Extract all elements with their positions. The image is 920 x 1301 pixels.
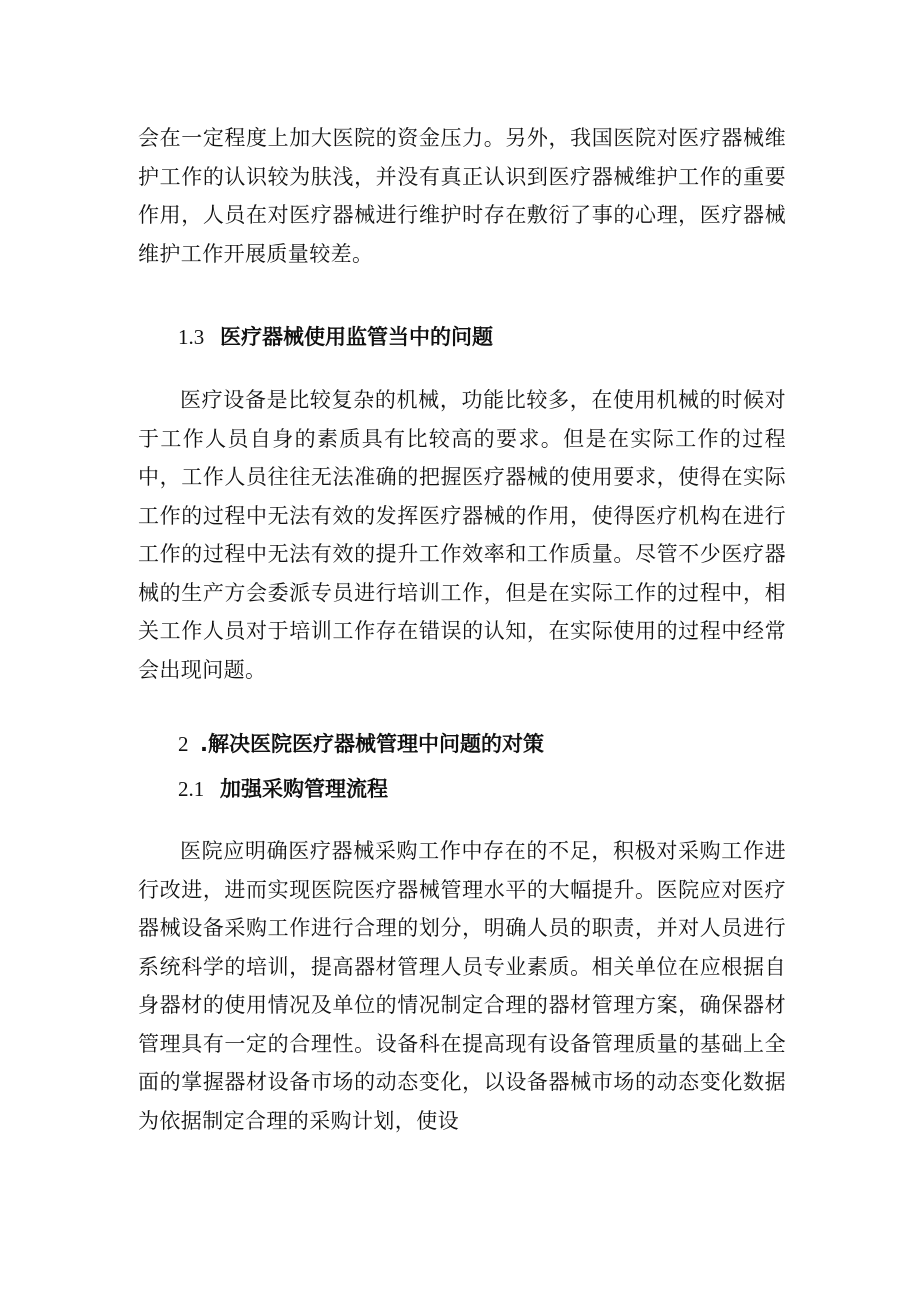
section-heading-1-3	[178, 322, 493, 352]
section-title: .解决医院医疗器械管理中问题的对策	[200, 732, 544, 756]
section-number: 1.3	[178, 325, 205, 349]
paragraph-procurement-process: 医院应明确医疗器械采购工作中存在的不足，积极对采购工作进行改进，进而实现医院医疗器械管理水平的大幅提升。医院应对医疗器械设备采购工作进行合理的划分，明确人员的职责，并对人员进行系统科学的培训，提高器材管理人员专业素质。相关单位在应根据自身器材的使用情况及单位的情况制定合理的器材管理方案，确保器材管理具有一定的合理性。设备科在提高现有设备管理质量的基础上全面的掌握器材设备市场的动态变化，以设备器械市场的动态变化数据为依据制定合理的采购计划，使设	[138, 839, 786, 1133]
section-heading-2-1	[178, 774, 388, 804]
section-number: 2.1	[178, 777, 205, 801]
section-number: 2	[178, 732, 189, 756]
section-title: 医疗器械使用监管当中的问题	[220, 325, 493, 349]
section-heading-2	[178, 729, 544, 759]
section-title: 加强采购管理流程	[220, 777, 388, 801]
paragraph-usage-supervision: 医疗设备是比较复杂的机械，功能比较多，在使用机械的时候对于工作人员自身的素质具有比较高的要求。但是在实际工作的过程中，工作人员往往无法准确的把握医疗器械的使用要求，使得在实际工作的过程中无法有效的发挥医疗器械的作用，使得医疗机构在进行工作的过程中无法有效的提升工作效率和工作质量。尽管不少医疗器械的生产方会委派专员进行培训工作，但是在实际工作的过程中，相关工作人员对于培训工作存在错误的认知，在实际使用的过程中经常会出现问题。	[138, 388, 786, 682]
paragraph-maintenance-awareness: 会在一定程度上加大医院的资金压力。另外，我国医院对医疗器械维护工作的认识较为肤浅，并没有真正认识到医疗器械维护工作的重要作用，人员在对医疗器械进行维护时存在敷衍了事的心理，医疗器械维护工作开展质量较差。	[138, 126, 786, 266]
